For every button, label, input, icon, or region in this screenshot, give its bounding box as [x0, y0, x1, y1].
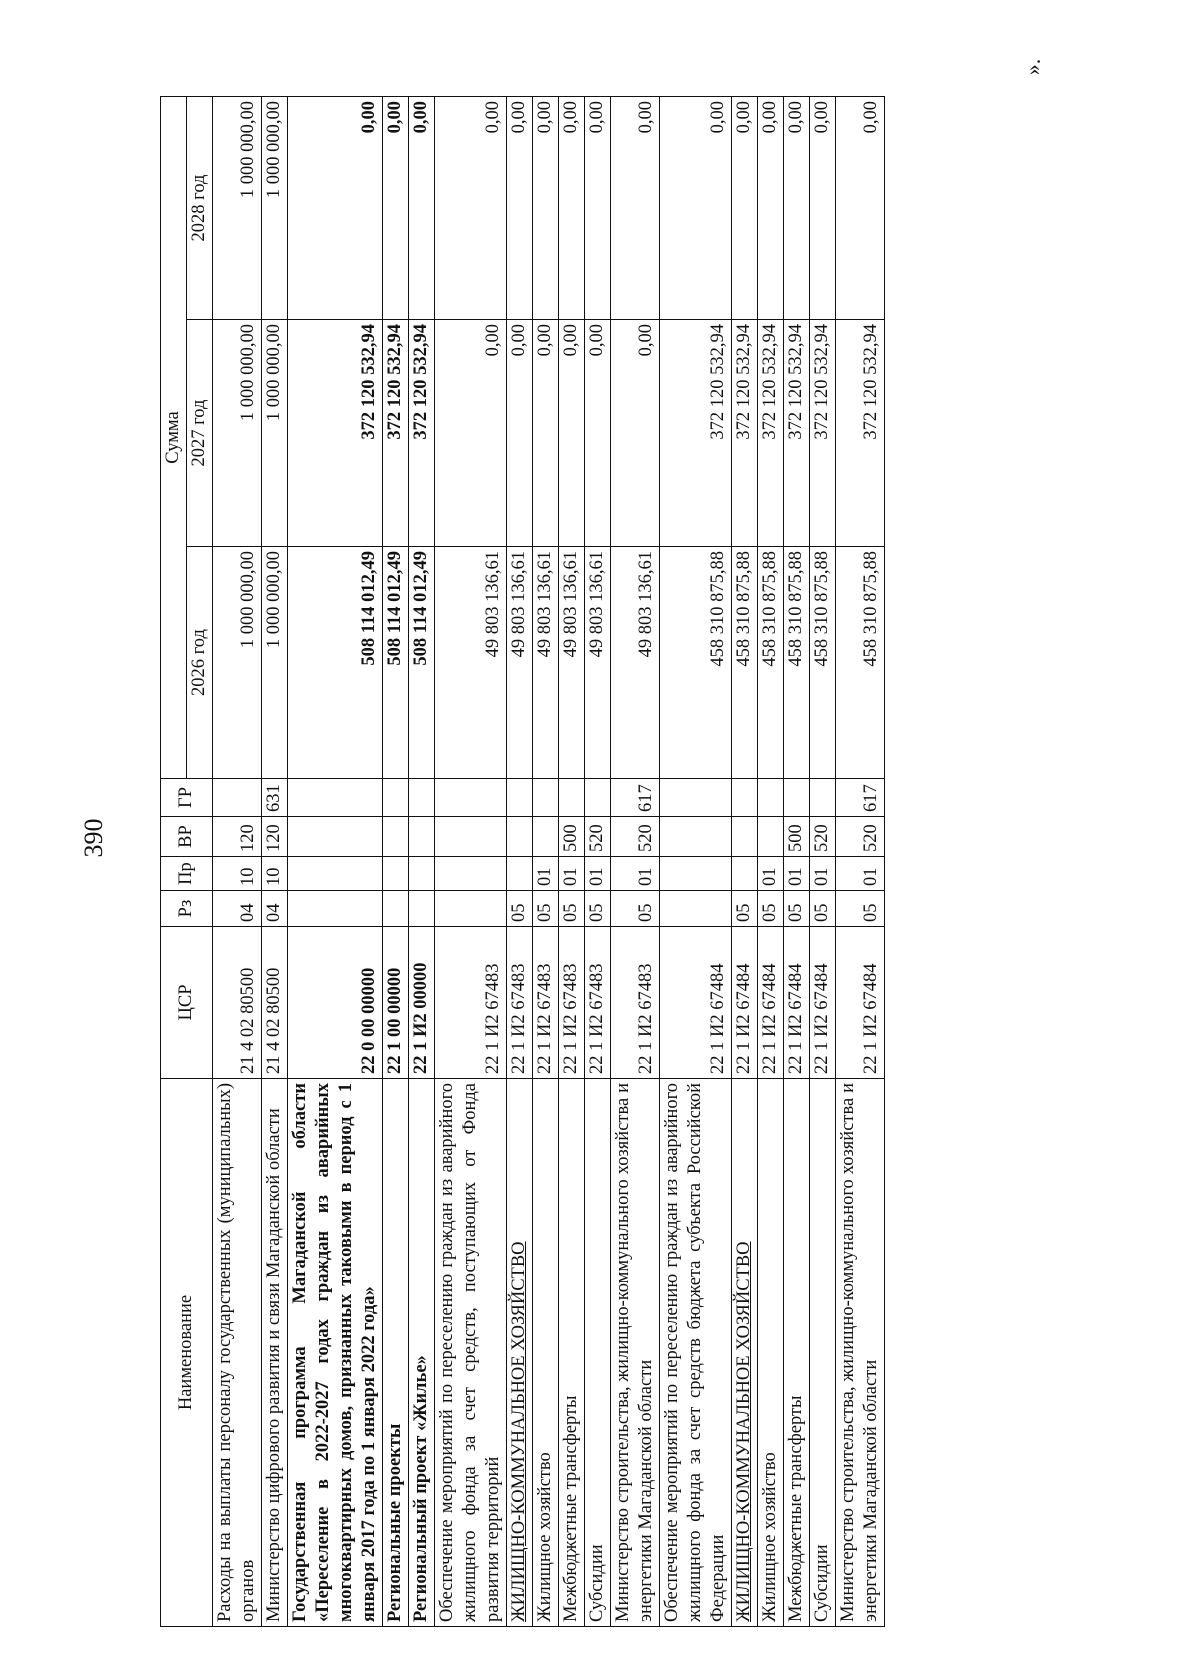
cell-gr [213, 779, 262, 817]
cell-y2028: 0,00 [660, 96, 732, 319]
header-csr: ЦСР [161, 927, 213, 1079]
cell-csr: 22 1 И2 67483 [507, 927, 533, 1079]
cell-y2027: 0,00 [611, 320, 660, 547]
cell-y2027: 372 120 532,94 [810, 320, 836, 547]
header-pr: Пр [161, 857, 213, 891]
cell-csr: 21 4 02 80500 [262, 927, 288, 1079]
cell-pr: 01 [533, 857, 559, 891]
cell-y2026: 458 310 875,88 [836, 547, 885, 779]
cell-pr: 01 [810, 857, 836, 891]
cell-gr [409, 779, 435, 817]
cell-vr: 520 [810, 817, 836, 857]
cell-name: Расходы на выплаты персоналу государственных (муниципальных) органов [213, 1079, 262, 1627]
cell-y2028: 0,00 [732, 96, 758, 319]
cell-y2026: 458 310 875,88 [660, 547, 732, 779]
page-number: 390 [79, 818, 108, 858]
cell-rz: 05 [559, 891, 585, 927]
cell-csr: 22 1 И2 67483 [585, 927, 611, 1079]
table-row [533, 96, 559, 1626]
cell-pr [507, 857, 533, 891]
table-row [409, 96, 435, 1626]
cell-gr [383, 779, 409, 817]
cell-csr: 22 1 И2 67484 [660, 927, 732, 1079]
header-sum: Сумма [161, 96, 187, 778]
cell-csr: 22 0 00 00000 [288, 927, 383, 1079]
cell-gr [660, 779, 732, 817]
header-2028: 2028 год [187, 96, 213, 319]
budget-table [160, 96, 885, 1627]
cell-y2027: 372 120 532,94 [758, 320, 784, 547]
cell-gr [435, 779, 507, 817]
cell-csr: 22 1 И2 67483 [611, 927, 660, 1079]
cell-y2027: 0,00 [559, 320, 585, 547]
cell-name: Региональный проект «Жилье» [409, 1079, 435, 1627]
table-row [732, 96, 758, 1626]
cell-pr: 01 [585, 857, 611, 891]
cell-y2027: 372 120 532,94 [836, 320, 885, 547]
cell-vr [383, 817, 409, 857]
cell-y2026: 49 803 136,61 [585, 547, 611, 779]
cell-rz: 04 [213, 891, 262, 927]
table-row [784, 96, 810, 1626]
cell-y2026: 508 114 012,49 [383, 547, 409, 779]
closing-quote-mark: ». [1020, 58, 1045, 76]
header-rz: Рз [161, 891, 213, 927]
cell-rz [435, 891, 507, 927]
cell-y2028: 0,00 [507, 96, 533, 319]
cell-y2027: 372 120 532,94 [784, 320, 810, 547]
cell-pr: 01 [784, 857, 810, 891]
table-row [262, 96, 288, 1626]
header-2027: 2027 год [187, 320, 213, 547]
cell-vr: 500 [559, 817, 585, 857]
cell-y2026: 458 310 875,88 [732, 547, 758, 779]
cell-vr [409, 817, 435, 857]
cell-y2027: 372 120 532,94 [732, 320, 758, 547]
cell-rz: 05 [784, 891, 810, 927]
table-row [836, 96, 885, 1626]
cell-gr: 631 [262, 779, 288, 817]
rotated-table-container [160, 97, 1000, 1627]
cell-gr [288, 779, 383, 817]
table-row [288, 96, 383, 1626]
cell-rz: 05 [810, 891, 836, 927]
cell-y2027: 0,00 [507, 320, 533, 547]
cell-y2028: 0,00 [409, 96, 435, 319]
cell-y2028: 0,00 [533, 96, 559, 319]
cell-vr [533, 817, 559, 857]
cell-gr [732, 779, 758, 817]
cell-csr: 22 1 00 00000 [383, 927, 409, 1079]
cell-pr [435, 857, 507, 891]
cell-y2028: 0,00 [611, 96, 660, 319]
cell-rz [660, 891, 732, 927]
cell-vr [660, 817, 732, 857]
header-row-1 [161, 96, 187, 1626]
cell-y2026: 508 114 012,49 [288, 547, 383, 779]
cell-rz [383, 891, 409, 927]
cell-y2028: 1 000 000,00 [213, 96, 262, 319]
table-row [383, 96, 409, 1626]
table-row [810, 96, 836, 1626]
cell-rz: 05 [836, 891, 885, 927]
cell-pr: 01 [836, 857, 885, 891]
cell-y2028: 0,00 [559, 96, 585, 319]
table-row [758, 96, 784, 1626]
cell-pr [660, 857, 732, 891]
cell-rz: 05 [758, 891, 784, 927]
cell-gr [810, 779, 836, 817]
table-row [435, 96, 507, 1626]
cell-vr [732, 817, 758, 857]
cell-y2026: 49 803 136,61 [559, 547, 585, 779]
cell-name: Региональные проекты [383, 1079, 409, 1627]
cell-csr: 22 1 И2 67483 [533, 927, 559, 1079]
cell-pr: 01 [758, 857, 784, 891]
cell-gr: 617 [611, 779, 660, 817]
cell-csr: 22 1 И2 67483 [559, 927, 585, 1079]
cell-y2028: 0,00 [288, 96, 383, 319]
cell-y2027: 1 000 000,00 [213, 320, 262, 547]
header-name: Наименование [161, 1079, 213, 1627]
cell-vr [507, 817, 533, 857]
table-row [660, 96, 732, 1626]
cell-y2028: 0,00 [810, 96, 836, 319]
cell-rz: 05 [533, 891, 559, 927]
cell-name: Государственная программа Магаданской области «Переселение в 2022-2027 годах граждан из аварийных многоквартирных домов, признанных таковыми в период с 1 января 2017 года по 1 января 2022 года» [288, 1079, 383, 1627]
cell-y2026: 49 803 136,61 [533, 547, 559, 779]
cell-y2027: 1 000 000,00 [262, 320, 288, 547]
cell-csr: 22 1 И2 67483 [435, 927, 507, 1079]
table-row [559, 96, 585, 1626]
cell-y2028: 0,00 [435, 96, 507, 319]
cell-vr: 520 [836, 817, 885, 857]
cell-y2027: 0,00 [435, 320, 507, 547]
cell-pr [383, 857, 409, 891]
cell-y2027: 372 120 532,94 [660, 320, 732, 547]
cell-csr: 21 4 02 80500 [213, 927, 262, 1079]
cell-pr: 01 [559, 857, 585, 891]
cell-csr: 22 1 И2 67484 [836, 927, 885, 1079]
cell-name: Обеспечение мероприятий по переселению граждан из аварийного жилищного фонда за счет средств, поступающих от Фонда развития территорий [435, 1079, 507, 1627]
cell-y2028: 0,00 [784, 96, 810, 319]
cell-name: Межбюджетные трансферты [559, 1079, 585, 1627]
cell-name: ЖИЛИЩНО-КОММУНАЛЬНОЕ ХОЗЯЙСТВО [732, 1079, 758, 1627]
cell-y2028: 0,00 [585, 96, 611, 319]
cell-pr [732, 857, 758, 891]
cell-y2027: 0,00 [585, 320, 611, 547]
header-vr: ВР [161, 817, 213, 857]
cell-pr: 10 [213, 857, 262, 891]
header-2026: 2026 год [187, 547, 213, 779]
cell-y2027: 372 120 532,94 [288, 320, 383, 547]
cell-csr: 22 1 И2 67484 [732, 927, 758, 1079]
cell-vr: 500 [784, 817, 810, 857]
cell-csr: 22 1 И2 67484 [810, 927, 836, 1079]
table-row [213, 96, 262, 1626]
cell-gr [758, 779, 784, 817]
cell-y2028: 0,00 [758, 96, 784, 319]
cell-name: Субсидии [585, 1079, 611, 1627]
cell-name: Жилищное хозяйство [533, 1079, 559, 1627]
cell-gr [784, 779, 810, 817]
cell-y2026: 49 803 136,61 [435, 547, 507, 779]
cell-y2026: 458 310 875,88 [784, 547, 810, 779]
cell-name: Министерство строительства, жилищно-коммунального хозяйства и энергетики Магаданской области [611, 1079, 660, 1627]
cell-y2027: 0,00 [533, 320, 559, 547]
cell-y2027: 372 120 532,94 [383, 320, 409, 547]
cell-vr: 520 [611, 817, 660, 857]
cell-gr: 617 [836, 779, 885, 817]
cell-pr [288, 857, 383, 891]
cell-pr [409, 857, 435, 891]
cell-vr: 120 [262, 817, 288, 857]
cell-name: Обеспечение мероприятий по переселению граждан из аварийного жилищного фонда за счет средств бюджета субъекта Российской Федерации [660, 1079, 732, 1627]
cell-name: Министерство строительства, жилищно-коммунального хозяйства и энергетики Магаданской области [836, 1079, 885, 1627]
cell-pr: 01 [611, 857, 660, 891]
cell-y2028: 0,00 [383, 96, 409, 319]
cell-name: Межбюджетные трансферты [784, 1079, 810, 1627]
cell-y2026: 508 114 012,49 [409, 547, 435, 779]
cell-vr [435, 817, 507, 857]
cell-y2026: 1 000 000,00 [262, 547, 288, 779]
cell-csr: 22 1 И2 00000 [409, 927, 435, 1079]
cell-rz: 04 [262, 891, 288, 927]
table-row [507, 96, 533, 1626]
table-row [611, 96, 660, 1626]
cell-y2026: 49 803 136,61 [611, 547, 660, 779]
cell-rz: 05 [585, 891, 611, 927]
cell-rz [409, 891, 435, 927]
table-row [585, 96, 611, 1626]
cell-csr: 22 1 И2 67484 [758, 927, 784, 1079]
cell-vr: 120 [213, 817, 262, 857]
cell-name: Министерство цифрового развития и связи Магаданской области [262, 1079, 288, 1627]
header-gr: ГР [161, 779, 213, 817]
cell-csr: 22 1 И2 67484 [784, 927, 810, 1079]
cell-name: ЖИЛИЩНО-КОММУНАЛЬНОЕ ХОЗЯЙСТВО [507, 1079, 533, 1627]
cell-y2026: 1 000 000,00 [213, 547, 262, 779]
cell-gr [559, 779, 585, 817]
cell-y2026: 49 803 136,61 [507, 547, 533, 779]
cell-vr: 520 [585, 817, 611, 857]
cell-rz [288, 891, 383, 927]
cell-rz: 05 [507, 891, 533, 927]
cell-vr [758, 817, 784, 857]
cell-y2026: 458 310 875,88 [810, 547, 836, 779]
cell-rz: 05 [611, 891, 660, 927]
cell-y2026: 458 310 875,88 [758, 547, 784, 779]
cell-gr [585, 779, 611, 817]
cell-y2027: 372 120 532,94 [409, 320, 435, 547]
cell-gr [507, 779, 533, 817]
cell-y2028: 1 000 000,00 [262, 96, 288, 319]
cell-y2028: 0,00 [836, 96, 885, 319]
cell-gr [533, 779, 559, 817]
cell-name: Жилищное хозяйство [758, 1079, 784, 1627]
cell-name: Субсидии [810, 1079, 836, 1627]
cell-vr [288, 817, 383, 857]
cell-pr: 10 [262, 857, 288, 891]
cell-rz: 05 [732, 891, 758, 927]
